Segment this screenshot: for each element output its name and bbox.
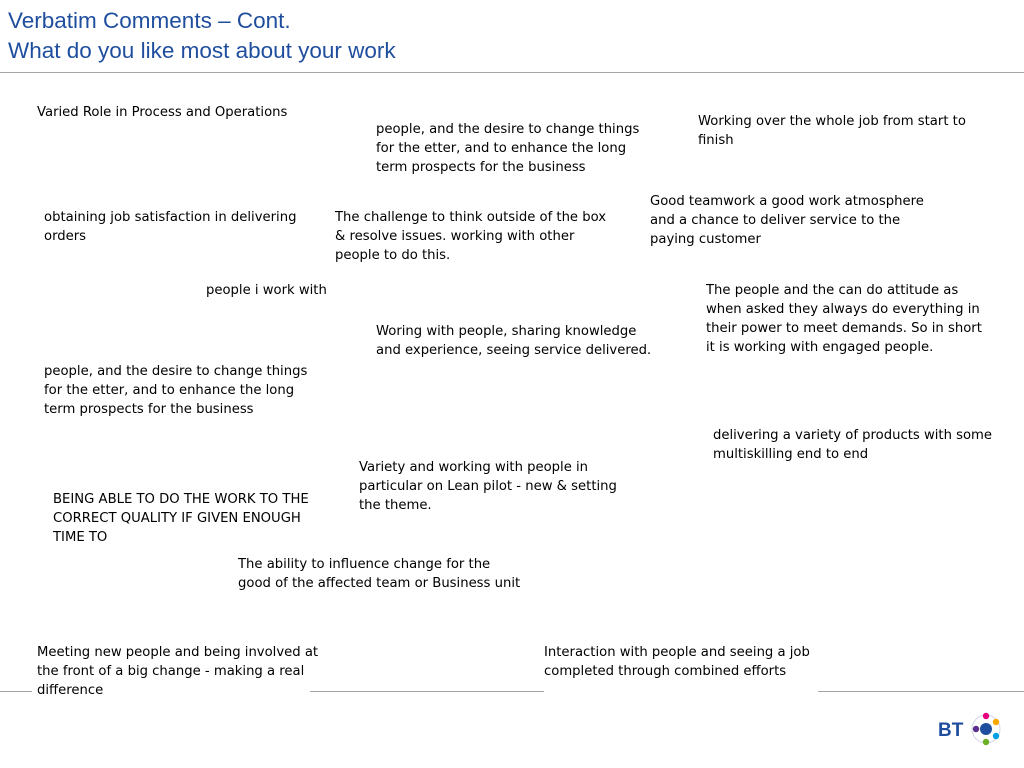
comment-13: BEING ABLE TO DO THE WORK TO THE CORRECT QUALITY IF GIVEN ENOUGH TIME TO [53, 492, 309, 545]
comment-12: Variety and working with people in particular on Lean pilot - new & setting the theme. [359, 460, 617, 513]
slide-title-line-1: Verbatim Comments – Cont. [8, 8, 291, 33]
bt-globe-icon [972, 713, 1000, 745]
comment-6: The challenge to think outside of the box & resolve issues. working with other people to do this. [335, 210, 607, 263]
bt-logo [938, 712, 1004, 746]
comment-7: people i work with [206, 283, 327, 298]
comment-5: obtaining job satisfaction in delivering orders [44, 210, 297, 244]
title-divider [0, 72, 1024, 73]
comment-11: delivering a variety of products with some multiskilling end to end [713, 428, 993, 462]
slide-title [8, 6, 396, 66]
comment-14: The ability to influence change for the good of the affected team or Business unit [238, 557, 521, 591]
comment-10: people, and the desire to change things for the etter, and to enhance the long term prospects for the business [44, 364, 308, 417]
comment-4: Good teamwork a good work atmosphere and a chance to deliver service to the paying customer [650, 194, 924, 247]
comment-2: people, and the desire to change things for the etter, and to enhance the long term prospects for the business [376, 122, 640, 175]
footer-divider-left [0, 691, 32, 692]
comment-8: The people and the can do attitude as when asked they always do everything in their power to meet demands. So in short it is working with engaged people. [706, 283, 982, 355]
footer-divider-right [818, 691, 1024, 692]
comment-3: Working over the whole job from start to finish [698, 114, 966, 148]
bt-logo-text: BT [938, 720, 964, 741]
footer-divider-middle [310, 691, 544, 692]
slide-title-line-2: What do you like most about your work [8, 38, 396, 63]
comment-16: Interaction with people and seeing a job completed through combined efforts [544, 645, 810, 679]
comment-1: Varied Role in Process and Operations [37, 105, 288, 120]
comment-9: Woring with people, sharing knowledge and experience, seeing service delivered. [376, 324, 652, 358]
comment-15: Meeting new people and being involved at the front of a big change - making a real difference [37, 645, 319, 698]
